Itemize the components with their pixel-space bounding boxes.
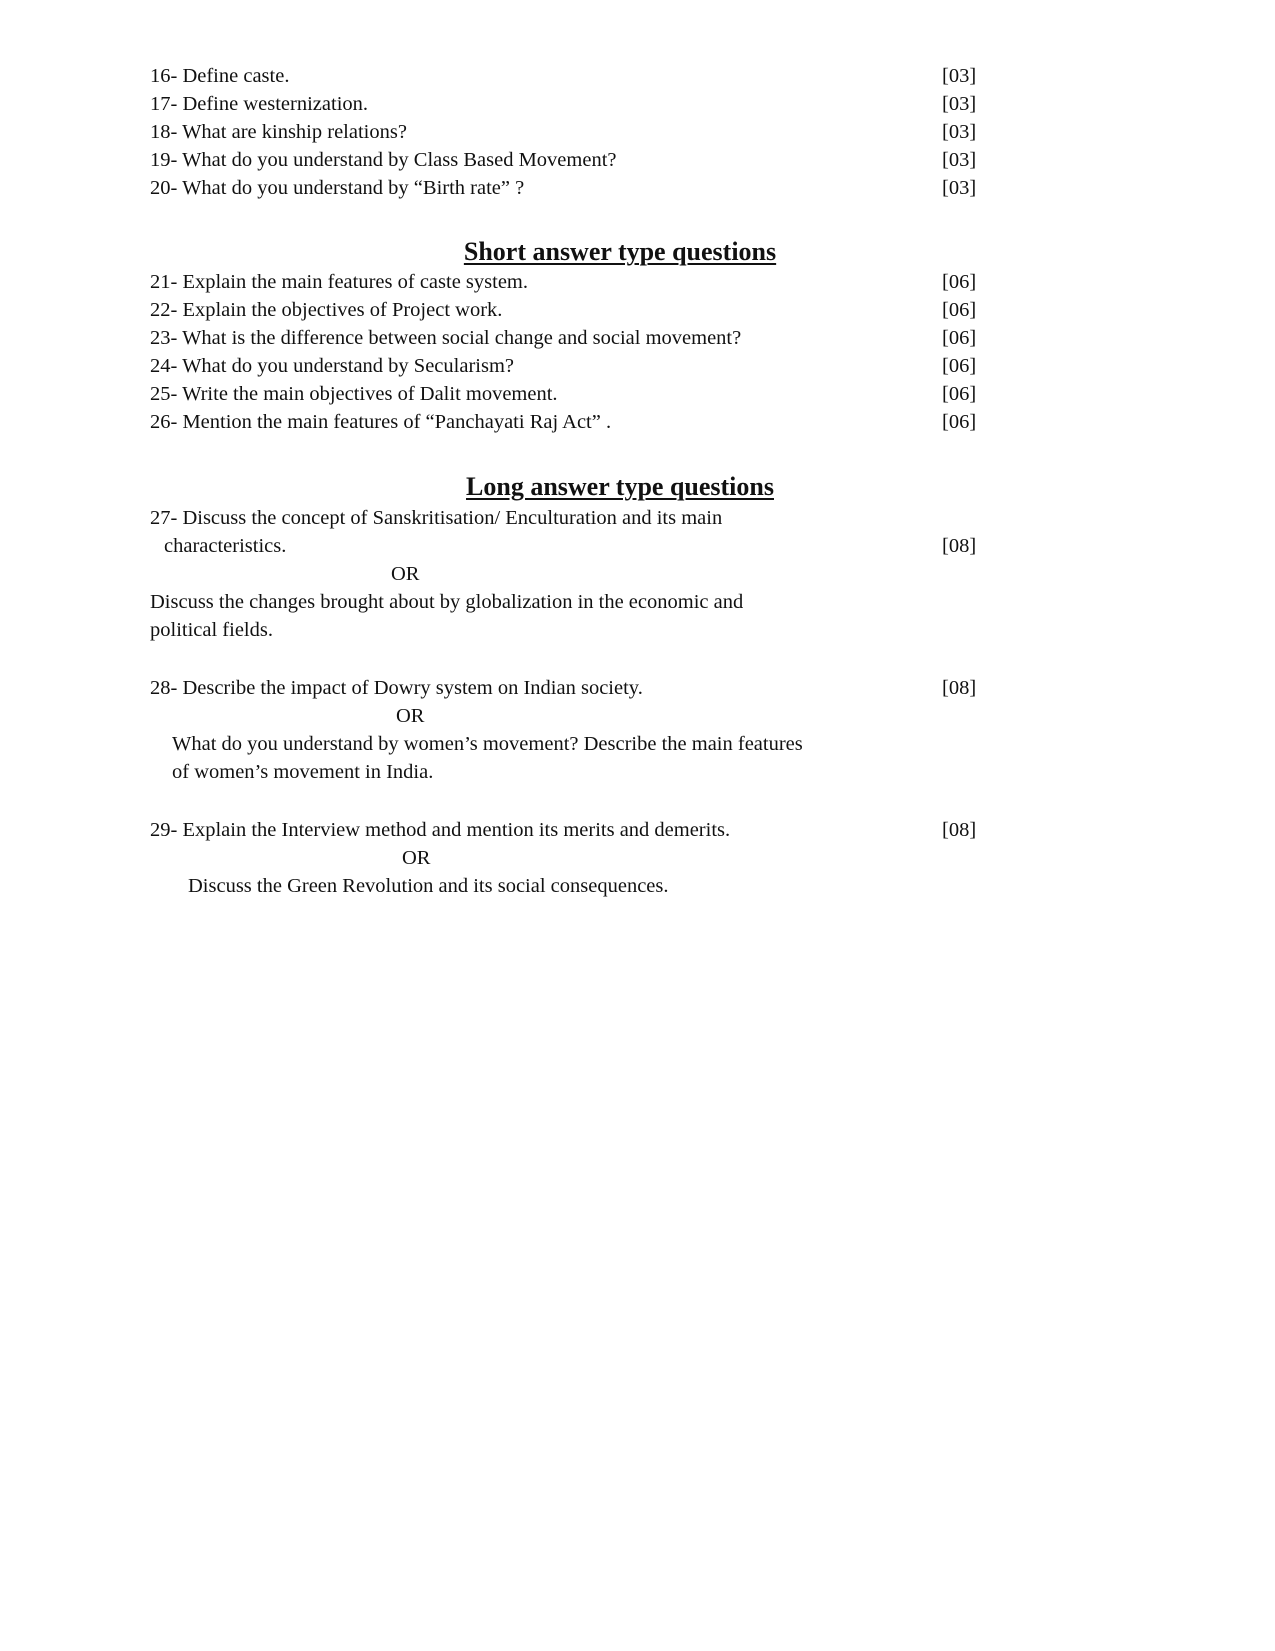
question-29-marks: [08] — [942, 819, 977, 841]
question-21: 21- Explain the main features of caste system. — [150, 271, 528, 293]
question-25-marks: [06] — [942, 383, 977, 405]
question-22: 22- Explain the objectives of Project work. — [150, 299, 503, 321]
question-17: 17- Define westernization. — [150, 93, 369, 115]
question-24-marks: [06] — [942, 355, 977, 377]
question-24: 24- What do you understand by Secularism? — [150, 355, 514, 377]
question-27-line1: 27- Discuss the concept of Sanskritisation/ Enculturation and its main — [150, 507, 723, 529]
question-27-alt-line2: political fields. — [150, 619, 273, 641]
question-26-marks: [06] — [942, 411, 977, 433]
question-27-or: OR — [391, 563, 420, 585]
question-20-marks: [03] — [942, 177, 977, 199]
question-29-line1: 29- Explain the Interview method and mention its merits and demerits. — [150, 819, 731, 841]
question-25: 25- Write the main objectives of Dalit movement. — [150, 383, 558, 405]
question-26: 26- Mention the main features of “Panchayati Raj Act” . — [150, 411, 612, 433]
question-28-line1: 28- Describe the impact of Dowry system on Indian society. — [150, 677, 643, 699]
question-19-marks: [03] — [942, 149, 977, 171]
question-18-marks: [03] — [942, 121, 977, 143]
question-28-or: OR — [396, 705, 425, 727]
question-29-or: OR — [402, 847, 431, 869]
question-23: 23- What is the difference between social change and social movement? — [150, 327, 742, 349]
question-28-alt-line2: of women’s movement in India. — [172, 761, 434, 783]
question-20: 20- What do you understand by “Birth rate” ? — [150, 177, 525, 199]
question-16: 16- Define caste. — [150, 65, 290, 87]
question-21-marks: [06] — [942, 271, 977, 293]
question-29-alt-line1: Discuss the Green Revolution and its social consequences. — [188, 875, 669, 897]
question-27-marks: [08] — [942, 535, 977, 557]
question-27-alt-line1: Discuss the changes brought about by globalization in the economic and — [150, 591, 744, 613]
question-22-marks: [06] — [942, 299, 977, 321]
question-28-alt-line1: What do you understand by women’s movement? Describe the main features — [172, 733, 803, 755]
question-18: 18- What are kinship relations? — [150, 121, 407, 143]
question-28-marks: [08] — [942, 677, 977, 699]
question-27-line2: characteristics. — [164, 535, 287, 557]
question-23-marks: [06] — [942, 327, 977, 349]
question-17-marks: [03] — [942, 93, 977, 115]
short-answer-heading: Short answer type questions — [463, 237, 777, 266]
question-19: 19- What do you understand by Class Based Movement? — [150, 149, 617, 171]
question-16-marks: [03] — [942, 65, 977, 87]
long-answer-heading: Long answer type questions — [466, 472, 774, 501]
